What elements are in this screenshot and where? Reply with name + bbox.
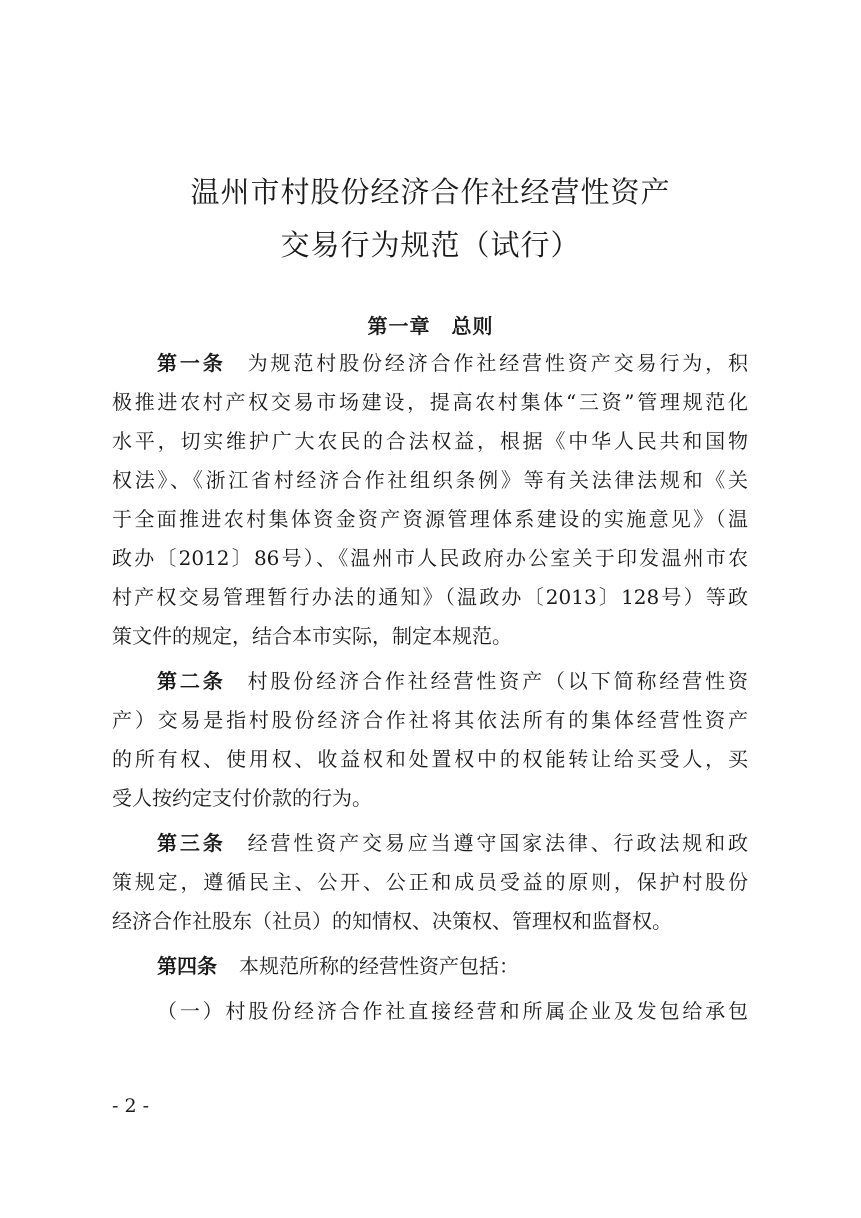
document-title-line-2: 交易行为规范（试行） [280,228,581,262]
article-line [112,824,748,863]
article-line: 村产权交易管理暂行办法的通知》（温政办〔2013〕128号）等政 [112,585,748,609]
article-line: 水平，切实维护广大农民的合法权益，根据《中华人民共和国物 [112,429,748,453]
article-line: 受人按约定支付价款的行为。 [112,786,372,810]
article-label: 第一条 [157,351,226,375]
article-line: 政办〔2012〕86号）、《温州市人民政府办公室关于印发温州市农 [112,546,748,570]
article-line: 策文件的规定，结合本市实际，制定本规范。 [112,624,512,648]
document-body [112,344,748,1031]
article-text: 本规范所称的经营性资产包括： [239,954,519,978]
article-label: 第二条 [157,669,226,693]
article-line: 的所有权、使用权、收益权和处置权中的权能转让给买受人，买 [112,747,748,771]
article-line [112,344,748,383]
article-line: 权法》、《浙江省村经济合作社组织条例》等有关法律法规和《关 [112,468,748,492]
article-line [112,662,748,701]
article-line [112,947,748,986]
chapter-heading: 第一章 总则 [367,314,494,338]
article-line: 于全面推进农村集体资金资产资源管理体系建设的实施意见》（温 [112,507,748,531]
page-number: - 2 - [112,1095,150,1117]
item-line: （一）村股份经济合作社直接经营和所属企业及发包给承包 [157,999,748,1023]
article-label: 第四条 [157,954,217,978]
article-text: 经营性资产交易应当遵守国家法律、行政法规和政 [247,831,748,855]
article-line: 经济合作社股东（社员）的知情权、决策权、管理权和监督权。 [112,909,672,933]
article-line: 策规定，遵循民主、公开、公正和成员受益的原则，保护村股份 [112,870,748,894]
article-line: 极推进农村产权交易市场建设，提高农村集体“三资”管理规范化 [112,390,748,414]
article-line: 产）交易是指村股份经济合作社将其依法所有的集体经营性资产 [112,708,748,732]
article-text: 为规范村股份经济合作社经营性资产交易行为，积 [247,351,748,375]
article-label: 第三条 [157,831,226,855]
article-text: 村股份经济合作社经营性资产（以下简称经营性资 [247,669,748,693]
document-title-line-1: 温州市村股份经济合作社经营性资产 [190,175,671,209]
